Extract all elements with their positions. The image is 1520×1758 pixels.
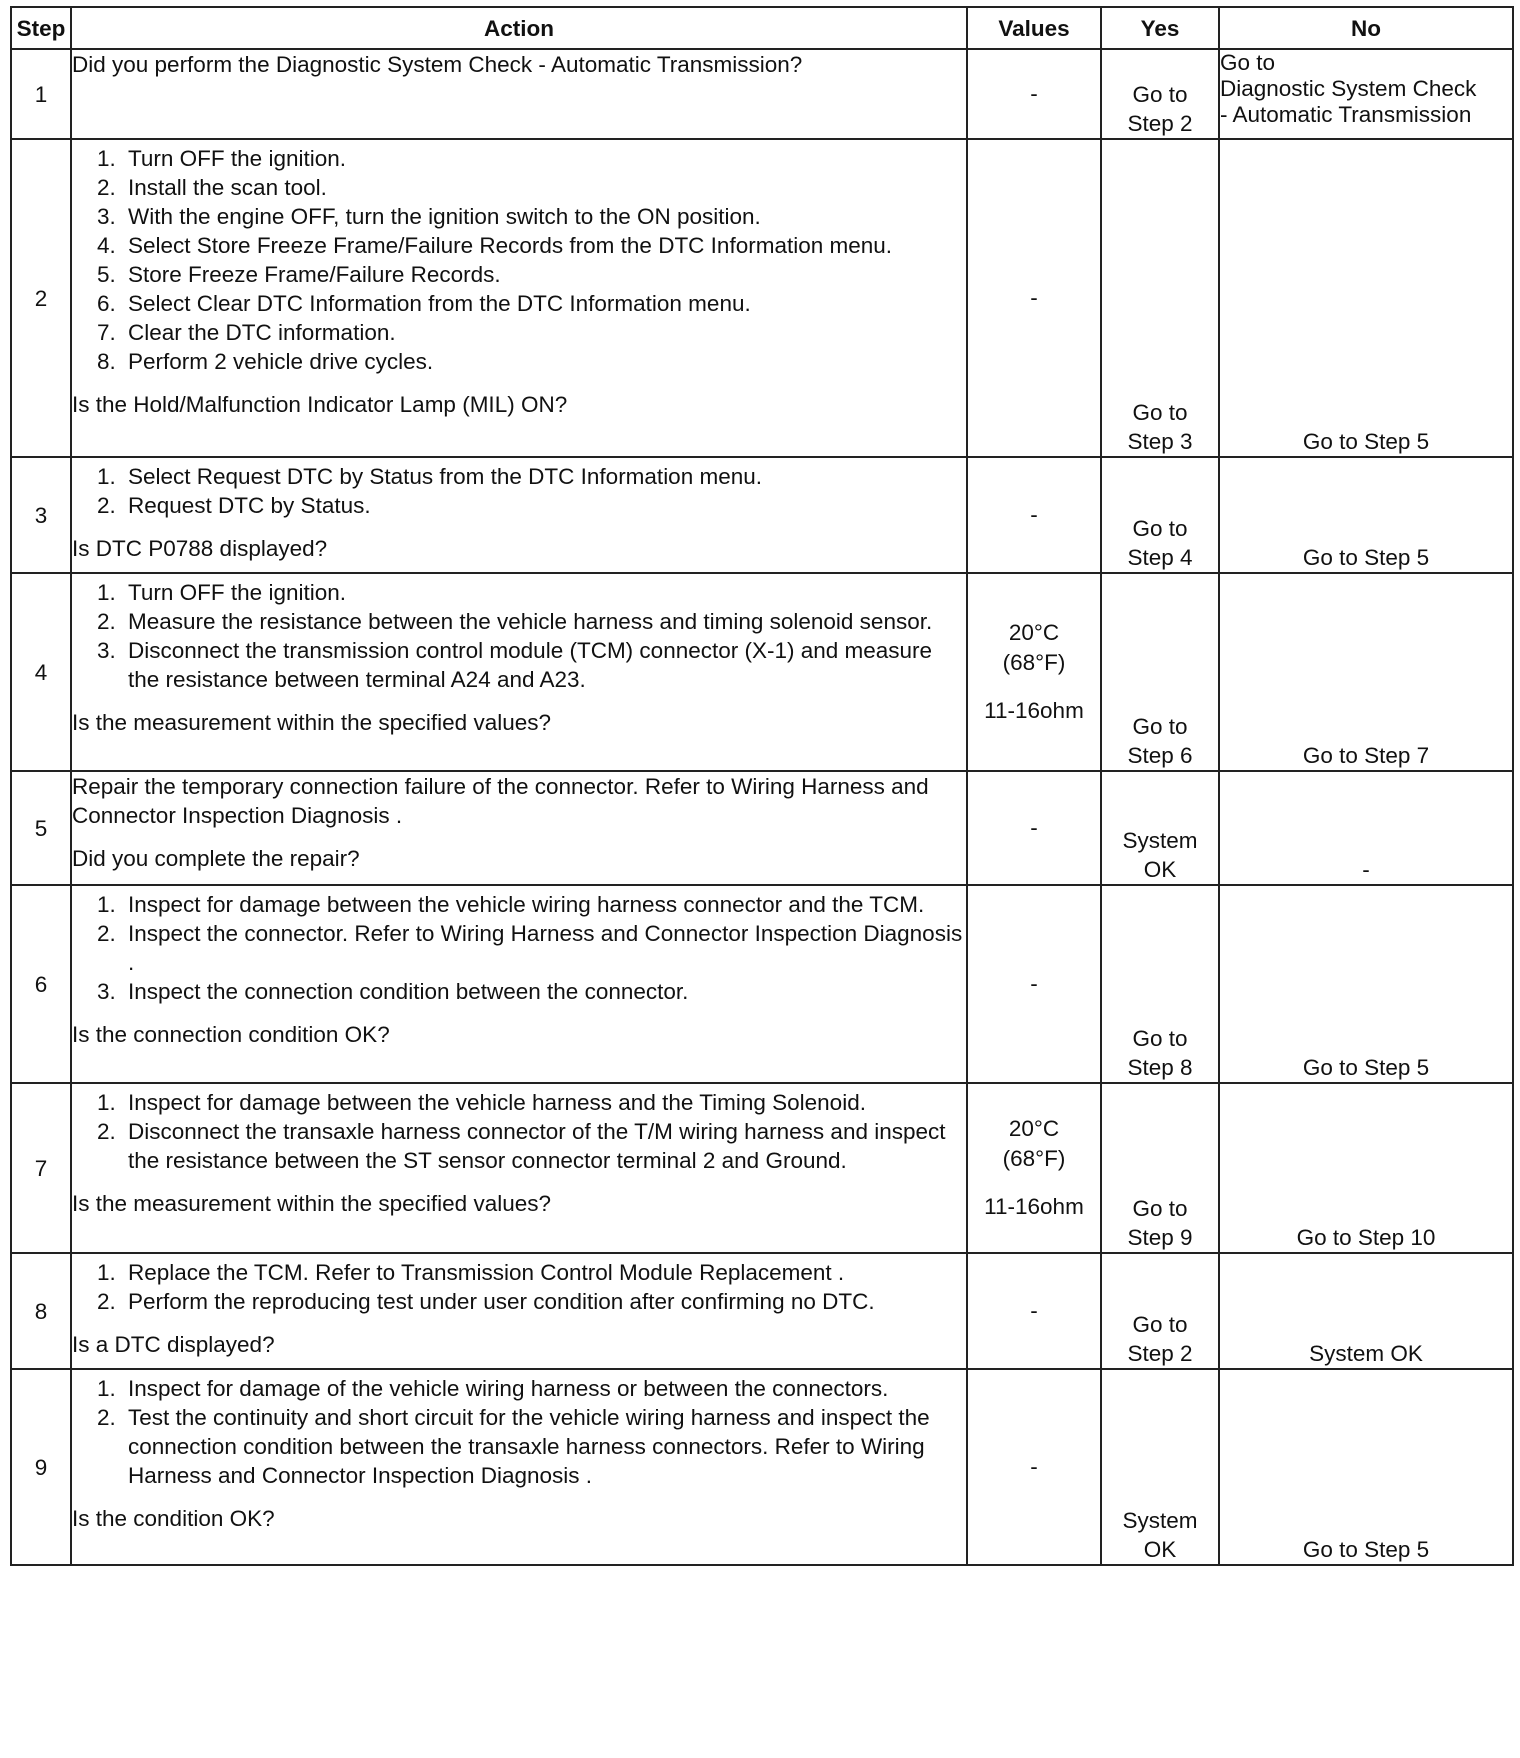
table-body	[11, 49, 1513, 1565]
action-step-item: 1. Inspect for damage between the vehicle wiring harness connector and the TCM.	[122, 890, 966, 919]
values-line: 20°C	[1008, 1116, 1060, 1141]
action-steps	[72, 144, 966, 376]
header-values: Values	[967, 7, 1101, 49]
action-question: Is the connection condition OK?	[72, 1022, 390, 1047]
action-step-item: 3. With the engine OFF, turn the ignition switch to the ON position.	[122, 202, 966, 231]
values-line: -	[1030, 1454, 1038, 1479]
action-question: Is the measurement within the specified values?	[72, 1191, 552, 1216]
action-question: Is the Hold/Malfunction Indicator Lamp (MIL) ON?	[72, 392, 568, 417]
no-line: Go to Step 5	[1302, 1055, 1430, 1080]
action-step-item: 5. Store Freeze Frame/Failure Records.	[122, 260, 966, 289]
values-cell	[967, 1083, 1101, 1253]
yes-cell	[1101, 1369, 1219, 1565]
no-cell	[1219, 139, 1513, 457]
action-steps	[72, 462, 966, 520]
values-lines	[968, 618, 1100, 726]
action-cell	[71, 771, 967, 885]
action-step-item: 6. Select Clear DTC Information from the DTC Information menu.	[122, 289, 966, 318]
no-line: System OK	[1309, 1341, 1423, 1366]
action-cell	[71, 49, 967, 139]
header-no: No	[1219, 7, 1513, 49]
table-row	[11, 1253, 1513, 1369]
action-steps	[72, 1088, 966, 1175]
values-line: (68°F)	[1002, 1146, 1066, 1171]
step-number: 8	[11, 1253, 71, 1369]
yes-line: Go to	[1132, 1312, 1188, 1337]
action-steps	[72, 1374, 966, 1490]
yes-line: Go to	[1132, 1196, 1188, 1221]
action-step-item: 3. Inspect the connection condition between the connector.	[122, 977, 966, 1006]
step-number: 4	[11, 573, 71, 771]
action-step-item: 4. Select Store Freeze Frame/Failure Records from the DTC Information menu.	[122, 231, 966, 260]
table-row	[11, 457, 1513, 573]
values-line: -	[1030, 1298, 1038, 1323]
yes-cell	[1101, 139, 1219, 457]
action-step-item: 1. Inspect for damage between the vehicle harness and the Timing Solenoid.	[122, 1088, 966, 1117]
values-cell	[967, 457, 1101, 573]
values-cell	[967, 1253, 1101, 1369]
step-number: 6	[11, 885, 71, 1083]
action-steps	[72, 890, 966, 1006]
yes-line: Step 2	[1127, 1341, 1193, 1366]
yes-line: Go to	[1132, 400, 1188, 425]
table-row	[11, 139, 1513, 457]
table-row	[11, 771, 1513, 885]
yes-line: Step 9	[1127, 1225, 1193, 1250]
values-lines	[968, 1452, 1100, 1482]
yes-line: Go to	[1132, 714, 1188, 739]
yes-line: Step 8	[1127, 1055, 1193, 1080]
action-cell	[71, 1369, 967, 1565]
table-row	[11, 573, 1513, 771]
yes-cell	[1101, 49, 1219, 139]
header-action: Action	[71, 7, 967, 49]
action-step-item: 1. Replace the TCM. Refer to Transmission Control Module Replacement .	[122, 1258, 966, 1287]
action-question: Is DTC P0788 displayed?	[72, 536, 328, 561]
no-cell	[1219, 573, 1513, 771]
no-line: Go to Step 7	[1302, 743, 1430, 768]
action-step-item: 2. Test the continuity and short circuit for the vehicle wiring harness and inspect the connection condition between the transaxle harness connectors. Refer to Wiring Harness and Connector Inspection Diagnosis .	[122, 1403, 966, 1490]
action-step-item: 1. Select Request DTC by Status from the DTC Information menu.	[122, 462, 966, 491]
values-line: -	[1030, 285, 1038, 310]
action-intro: Repair the temporary connection failure of the connector. Refer to Wiring Harness and Connector Inspection Diagnosis .	[72, 774, 929, 828]
action-cell	[71, 457, 967, 573]
values-cell	[967, 49, 1101, 139]
yes-line: System	[1122, 1508, 1198, 1533]
yes-cell	[1101, 771, 1219, 885]
values-line: (68°F)	[1002, 650, 1066, 675]
action-steps	[72, 1258, 966, 1316]
no-cell	[1219, 1083, 1513, 1253]
yes-line: Step 3	[1127, 429, 1193, 454]
yes-line: System	[1122, 828, 1198, 853]
values-cell	[967, 573, 1101, 771]
values-gap	[968, 1174, 1100, 1192]
action-step-item: 3. Disconnect the transmission control module (TCM) connector (X-1) and measure the resistance between terminal A24 and A23.	[122, 636, 966, 694]
action-question: Did you complete the repair?	[72, 846, 360, 871]
header-step: Step	[11, 7, 71, 49]
no-line: Go to Step 5	[1302, 1537, 1430, 1562]
step-number: 5	[11, 771, 71, 885]
values-line: 11-16ohm	[984, 698, 1084, 723]
values-line: -	[1030, 815, 1038, 840]
yes-line: OK	[1143, 1537, 1177, 1562]
action-step-item: 1. Turn OFF the ignition.	[122, 578, 966, 607]
table-row	[11, 885, 1513, 1083]
values-cell	[967, 885, 1101, 1083]
action-question: Is the condition OK?	[72, 1506, 275, 1531]
yes-line: Step 2	[1127, 111, 1193, 136]
no-cell	[1219, 1369, 1513, 1565]
yes-line: OK	[1143, 857, 1177, 882]
action-step-item: 2. Measure the resistance between the vehicle harness and timing solenoid sensor.	[122, 607, 966, 636]
action-step-item: 2. Install the scan tool.	[122, 173, 966, 202]
action-cell	[71, 139, 967, 457]
values-lines	[968, 79, 1100, 109]
action-step-item: 1. Inspect for damage of the vehicle wiring harness or between the connectors.	[122, 1374, 966, 1403]
action-cell	[71, 885, 967, 1083]
step-number: 2	[11, 139, 71, 457]
values-line: -	[1030, 971, 1038, 996]
action-step-item: 2. Disconnect the transaxle harness connector of the T/M wiring harness and inspect the resistance between the ST sensor connector terminal 2 and Ground.	[122, 1117, 966, 1175]
values-lines	[968, 969, 1100, 999]
table-row	[11, 1369, 1513, 1565]
values-lines	[968, 1296, 1100, 1326]
action-cell	[71, 1083, 967, 1253]
values-line: 20°C	[1008, 620, 1060, 645]
action-intro: Did you perform the Diagnostic System Check - Automatic Transmission?	[72, 52, 803, 77]
no-line: Go to Step 10	[1296, 1225, 1436, 1250]
yes-line: Step 6	[1127, 743, 1193, 768]
no-line: - Automatic Transmission	[1220, 102, 1472, 127]
no-line: Go to Step 5	[1302, 429, 1430, 454]
no-cell	[1219, 49, 1513, 139]
values-lines	[968, 283, 1100, 313]
step-number: 7	[11, 1083, 71, 1253]
action-step-item: 2. Request DTC by Status.	[122, 491, 966, 520]
table-row	[11, 49, 1513, 139]
action-step-item: 2. Perform the reproducing test under user condition after confirming no DTC.	[122, 1287, 966, 1316]
yes-line: Go to	[1132, 516, 1188, 541]
action-question: Is a DTC displayed?	[72, 1332, 275, 1357]
step-number: 3	[11, 457, 71, 573]
values-cell	[967, 139, 1101, 457]
action-step-item: 2. Inspect the connector. Refer to Wiring Harness and Connector Inspection Diagnosis .	[122, 919, 966, 977]
step-number: 9	[11, 1369, 71, 1565]
no-cell	[1219, 457, 1513, 573]
values-lines	[968, 500, 1100, 530]
values-line: -	[1030, 81, 1038, 106]
values-gap	[968, 678, 1100, 696]
action-steps	[72, 578, 966, 694]
action-cell	[71, 573, 967, 771]
no-cell	[1219, 1253, 1513, 1369]
table-row	[11, 1083, 1513, 1253]
yes-line: Step 4	[1127, 545, 1193, 570]
action-step-item: 7. Clear the DTC information.	[122, 318, 966, 347]
no-line: Go to Step 5	[1302, 545, 1430, 570]
yes-line: Go to	[1132, 82, 1188, 107]
values-lines	[968, 813, 1100, 843]
values-cell	[967, 771, 1101, 885]
yes-cell	[1101, 457, 1219, 573]
no-line: -	[1362, 857, 1370, 882]
values-cell	[967, 1369, 1101, 1565]
yes-cell	[1101, 573, 1219, 771]
no-cell	[1219, 885, 1513, 1083]
action-cell	[71, 1253, 967, 1369]
action-question: Is the measurement within the specified values?	[72, 710, 552, 735]
yes-line: Go to	[1132, 1026, 1188, 1051]
action-step-item: 1. Turn OFF the ignition.	[122, 144, 966, 173]
no-line: Diagnostic System Check	[1220, 76, 1477, 101]
values-line: 11-16ohm	[984, 1194, 1084, 1219]
yes-cell	[1101, 1083, 1219, 1253]
no-line: Go to	[1220, 50, 1276, 75]
action-step-item: 8. Perform 2 vehicle drive cycles.	[122, 347, 966, 376]
step-number: 1	[11, 49, 71, 139]
header-yes: Yes	[1101, 7, 1219, 49]
yes-cell	[1101, 1253, 1219, 1369]
header-row	[11, 7, 1513, 49]
values-line: -	[1030, 502, 1038, 527]
yes-cell	[1101, 885, 1219, 1083]
diagnostic-table	[10, 6, 1514, 1566]
values-lines	[968, 1114, 1100, 1222]
no-cell	[1219, 771, 1513, 885]
